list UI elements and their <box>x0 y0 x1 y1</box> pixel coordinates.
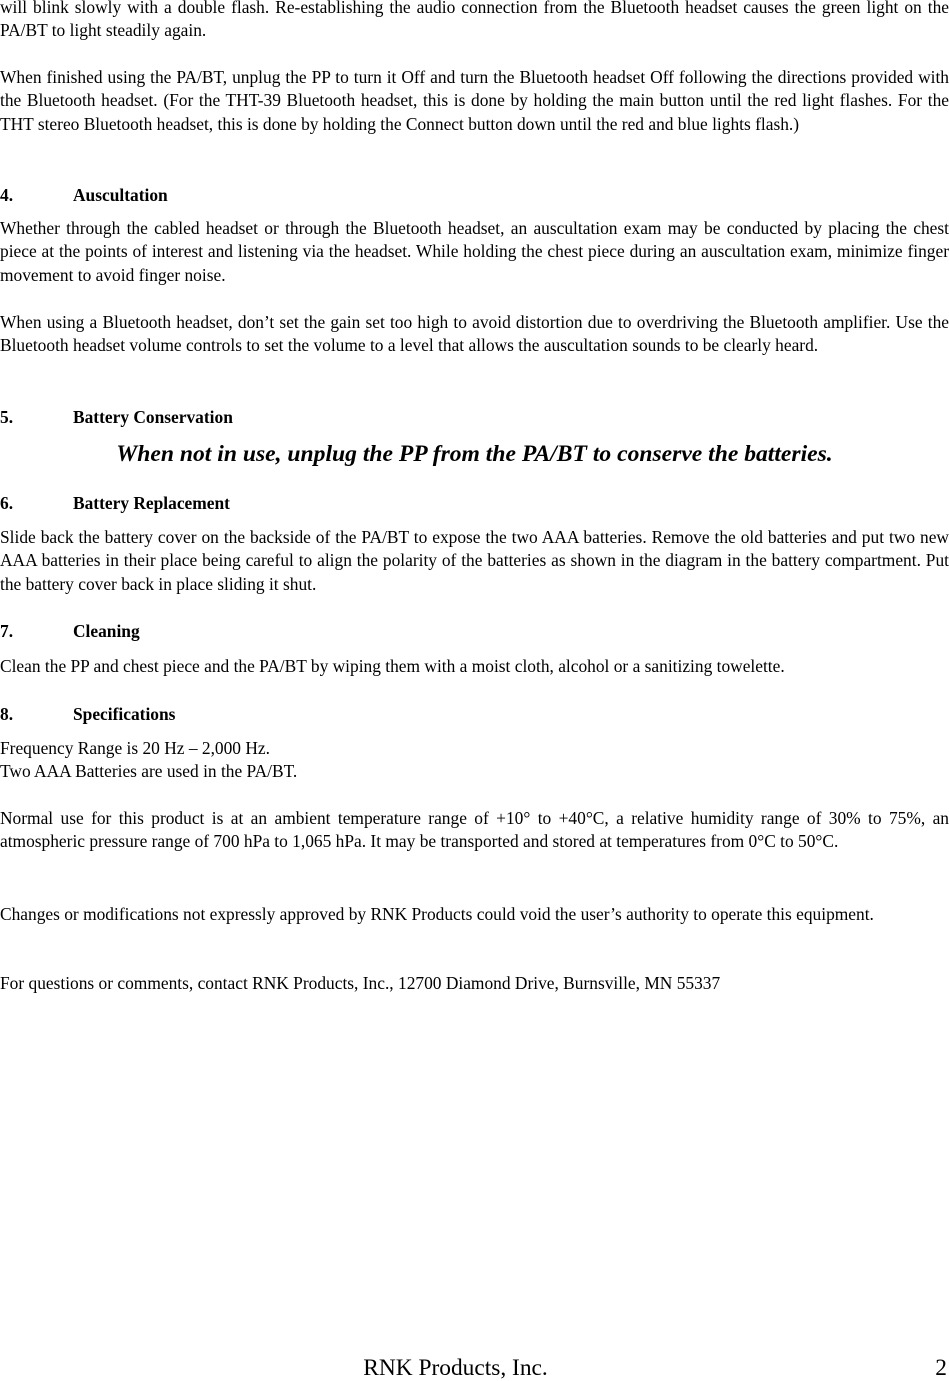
specifications-contact-paragraph: For questions or comments, contact RNK Products, Inc., 12700 Diamond Drive, Burnsville, MN 55337 <box>0 973 721 993</box>
battery-conservation-callout: When not in use, unplug the PP from the PA/BT to conserve the batteries. <box>116 441 833 467</box>
section-title: Specifications <box>73 704 176 724</box>
section-title: Battery Replacement <box>73 493 230 513</box>
section-number: 5. <box>0 407 14 427</box>
section-number: 8. <box>0 704 14 724</box>
auscultation-paragraph-1: Whether through the cabled headset or through the Bluetooth headset, an auscultation exam may be conducted by placing the chest piece at the points of interest and listening via the headset. While holding the chest piece during an auscultation exam, minimize finger movement to avoid finger noise. <box>0 218 949 285</box>
section-title: Cleaning <box>73 621 140 641</box>
section-title: Auscultation <box>73 185 168 205</box>
specifications-environment-paragraph: Normal use for this product is at an ambient temperature range of +10° to +40°C, a relative humidity range of 30% to 75%, an atmospheric pressure range of 700 hPa to 1,065 hPa. It may be transported and stored at temperatures from 0°C to 50°C. <box>0 808 949 852</box>
intro-paragraph-2: When finished using the PA/BT, unplug the PP to turn it Off and turn the Bluetooth headset Off following the directions provided with the Bluetooth headset. (For the THT-39 Bluetooth headset, this is done by holding the main button until the red light flashes. For the THT stereo Bluetooth headset, this is done by holding the Connect button down until the red and blue lights flash.) <box>0 67 949 134</box>
section-title: Battery Conservation <box>73 407 233 427</box>
section-number: 7. <box>0 621 14 641</box>
intro-paragraph-1: will blink slowly with a double flash. Re-establishing the audio connection from the Bluetooth headset causes the green light on the PA/BT to light steadily again. <box>0 0 949 41</box>
specifications-compliance-paragraph: Changes or modifications not expressly approved by RNK Products could void the user’s authority to operate this equipment. <box>0 904 874 924</box>
auscultation-paragraph-2: When using a Bluetooth headset, don’t set the gain set too high to avoid distortion due to overdriving the Bluetooth amplifier. Use the Bluetooth headset volume controls to set the volume to a level that allows the auscultation sounds to be clearly heard. <box>0 312 949 356</box>
footer-company-name: RNK Products, Inc. <box>363 1355 548 1381</box>
section-number: 4. <box>0 185 14 205</box>
cleaning-paragraph: Clean the PP and chest piece and the PA/BT by wiping them with a moist cloth, alcohol or a sanitizing towelette. <box>0 656 785 676</box>
section-number: 6. <box>0 493 14 513</box>
specifications-frequency-line: Frequency Range is 20 Hz – 2,000 Hz. <box>0 738 270 758</box>
specifications-batteries-line: Two AAA Batteries are used in the PA/BT. <box>0 761 298 781</box>
battery-replacement-paragraph: Slide back the battery cover on the backside of the PA/BT to expose the two AAA batteries. Remove the old batteries and put two new AAA batteries in their place being careful to align the polarity of the batteries as shown in the diagram in the battery compartment. Put the battery cover back in place sliding it shut. <box>0 527 949 594</box>
footer-page-number: 2 <box>935 1355 947 1381</box>
